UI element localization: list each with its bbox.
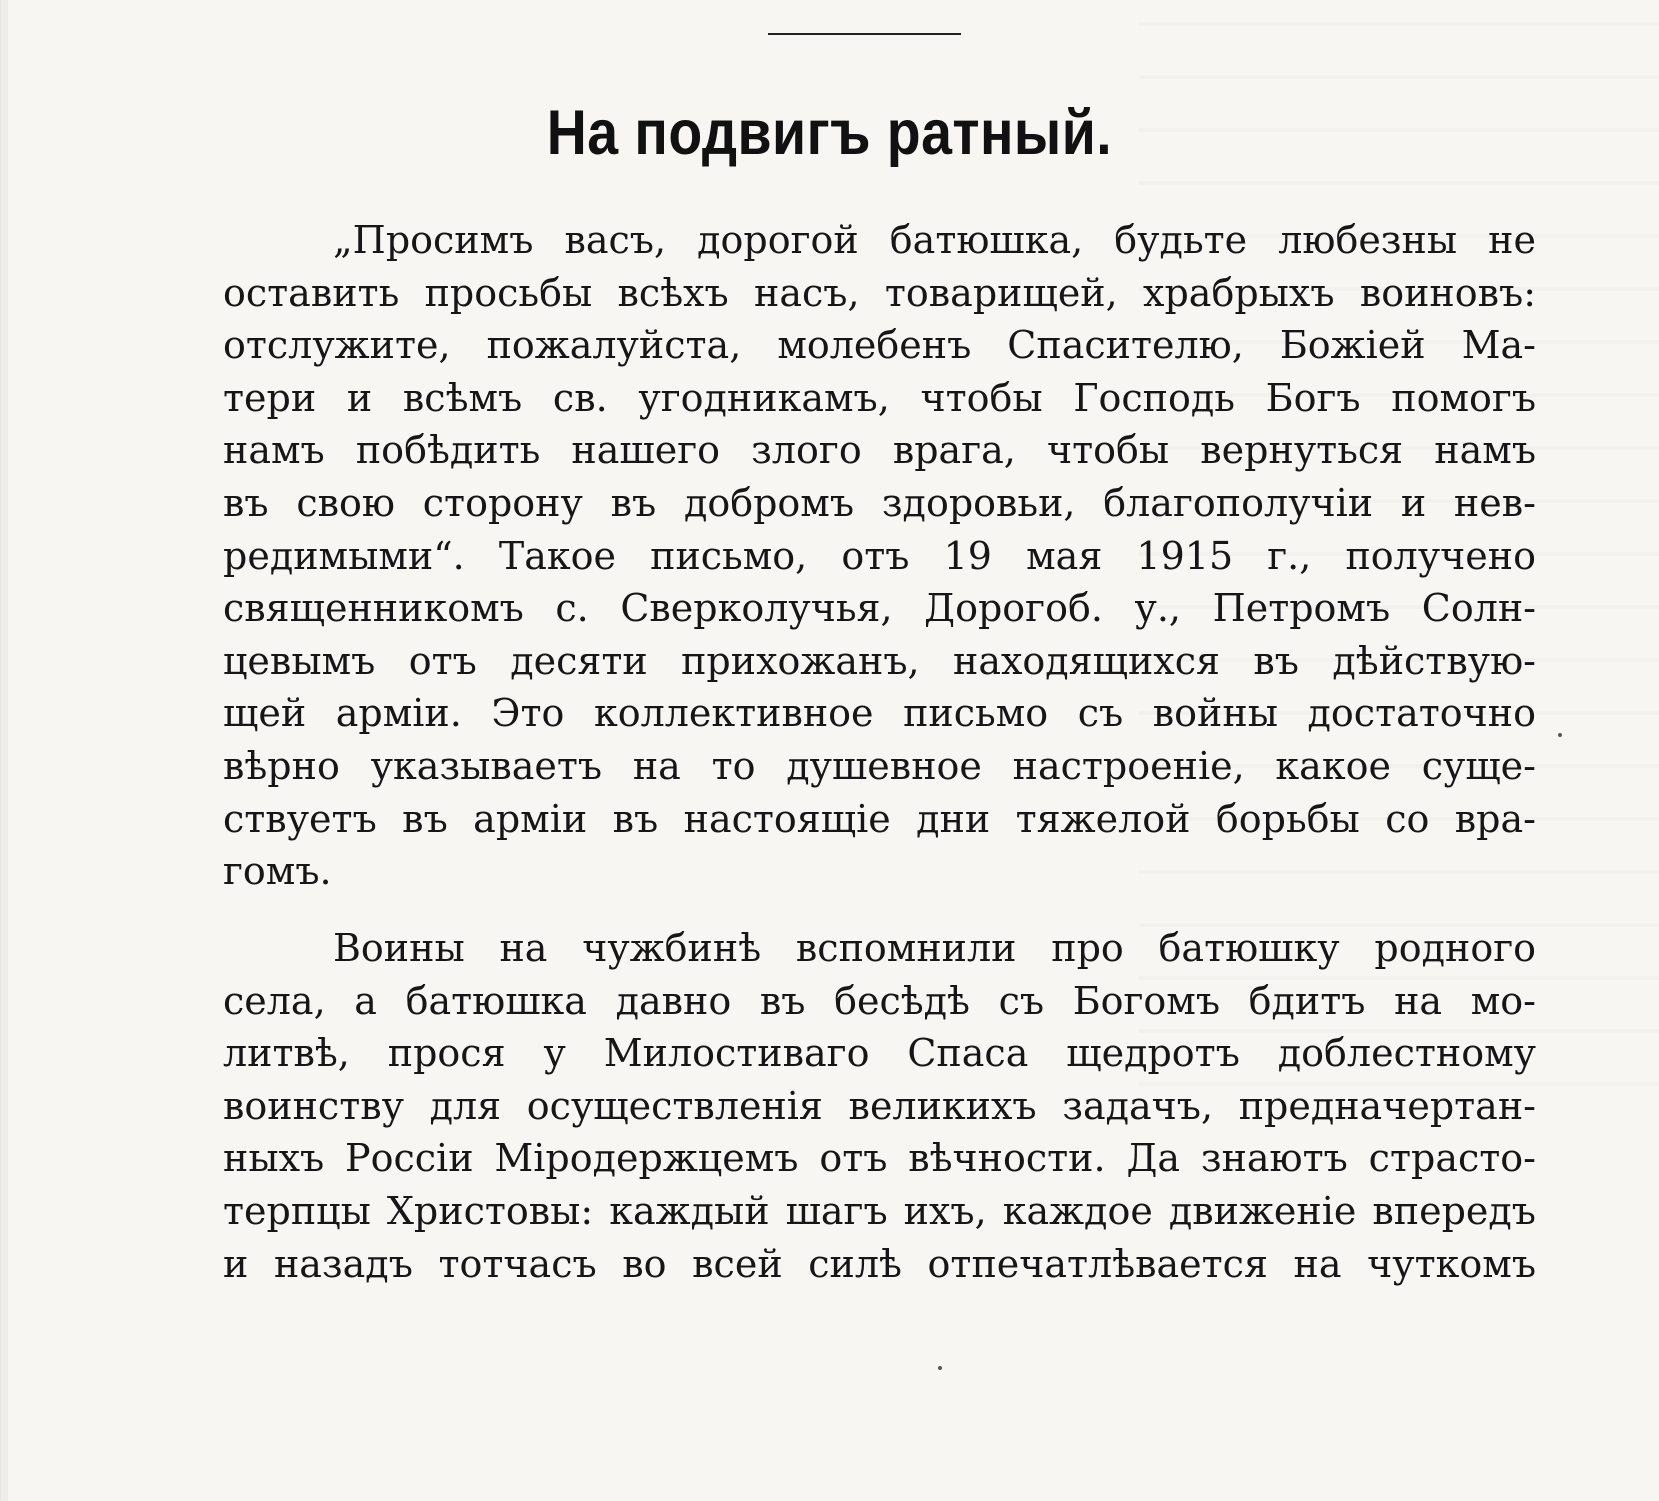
- paragraph-2-line-3: литвѣ, прося у Милостиваго Спаса щедротъ доблестному: [223, 1031, 1536, 1076]
- paragraph-2-line-6: терпцы Христовы: каждый шагъ ихъ, каждое движеніе впередъ: [223, 1188, 1536, 1233]
- paragraph-1-line-8: священникомъ с. Сверколучья, Дорогоб. у., Петромъ Солн-: [223, 586, 1536, 631]
- paragraph-1-line-7: редимыми“. Такое письмо, отъ 19 мая 1915 г., получено: [223, 533, 1536, 578]
- paragraph-2: [223, 922, 1536, 1290]
- paragraph-1-line-2: оставить просьбы всѣхъ насъ, товарищей, храбрыхъ воиновъ:: [223, 270, 1536, 315]
- paragraph-1-line-1: „Просимъ васъ, дорогой батюшка, будьте любезны не: [333, 218, 1536, 262]
- paragraph-1-line-9: цевымъ отъ десяти прихожанъ, находящихся въ дѣйствую-: [223, 638, 1536, 683]
- article-title: На подвигъ ратный.: [546, 98, 1113, 168]
- paragraph-1-line-13: гомъ.: [223, 849, 332, 894]
- paragraph-1-line-5: намъ побѣдить нашего злого врага, чтобы вернуться намъ: [223, 428, 1536, 473]
- paragraph-1-line-6: въ свою сторону въ добромъ здоровьи, благополучіи и нев-: [223, 480, 1536, 525]
- print-speck: [1558, 733, 1562, 737]
- paragraph-2-line-5: ныхъ Россіи Міродержцемъ отъ вѣчности. Да знаютъ страсто-: [223, 1136, 1536, 1181]
- paragraph-2-line-1: Воины на чужбинѣ вспомнили про батюшку родного: [333, 926, 1536, 970]
- paragraph-1-line-10: щей арміи. Это коллективное письмо съ войны достаточно: [223, 691, 1536, 736]
- page-edge-shadow: [0, 0, 8, 1501]
- top-rule: [768, 33, 961, 35]
- paragraph-1: [223, 214, 1536, 898]
- paragraph-2-line-2: села, а батюшка давно въ бесѣдѣ съ Богомъ бдитъ на мо-: [223, 978, 1536, 1023]
- paragraph-1-line-4: тери и всѣмъ св. угодникамъ, чтобы Господь Богъ помогъ: [223, 375, 1536, 420]
- paragraph-1-line-3: отслужите, пожалуйста, молебенъ Спасителю, Божіей Ма-: [223, 323, 1536, 368]
- paragraph-2-line-7: и назадъ тотчасъ во всей силѣ отпечатлѣвается на чуткомъ: [223, 1241, 1536, 1286]
- paragraph-1-line-11: вѣрно указываетъ на то душевное настроеніе, какое суще-: [223, 743, 1536, 788]
- paragraph-1-line-12: ствуетъ въ арміи въ настоящіе дни тяжелой борьбы со вра-: [223, 796, 1536, 841]
- paragraph-2-line-4: воинству для осуществленія великихъ задачъ, предначертан-: [223, 1083, 1536, 1128]
- print-speck: [938, 1366, 942, 1370]
